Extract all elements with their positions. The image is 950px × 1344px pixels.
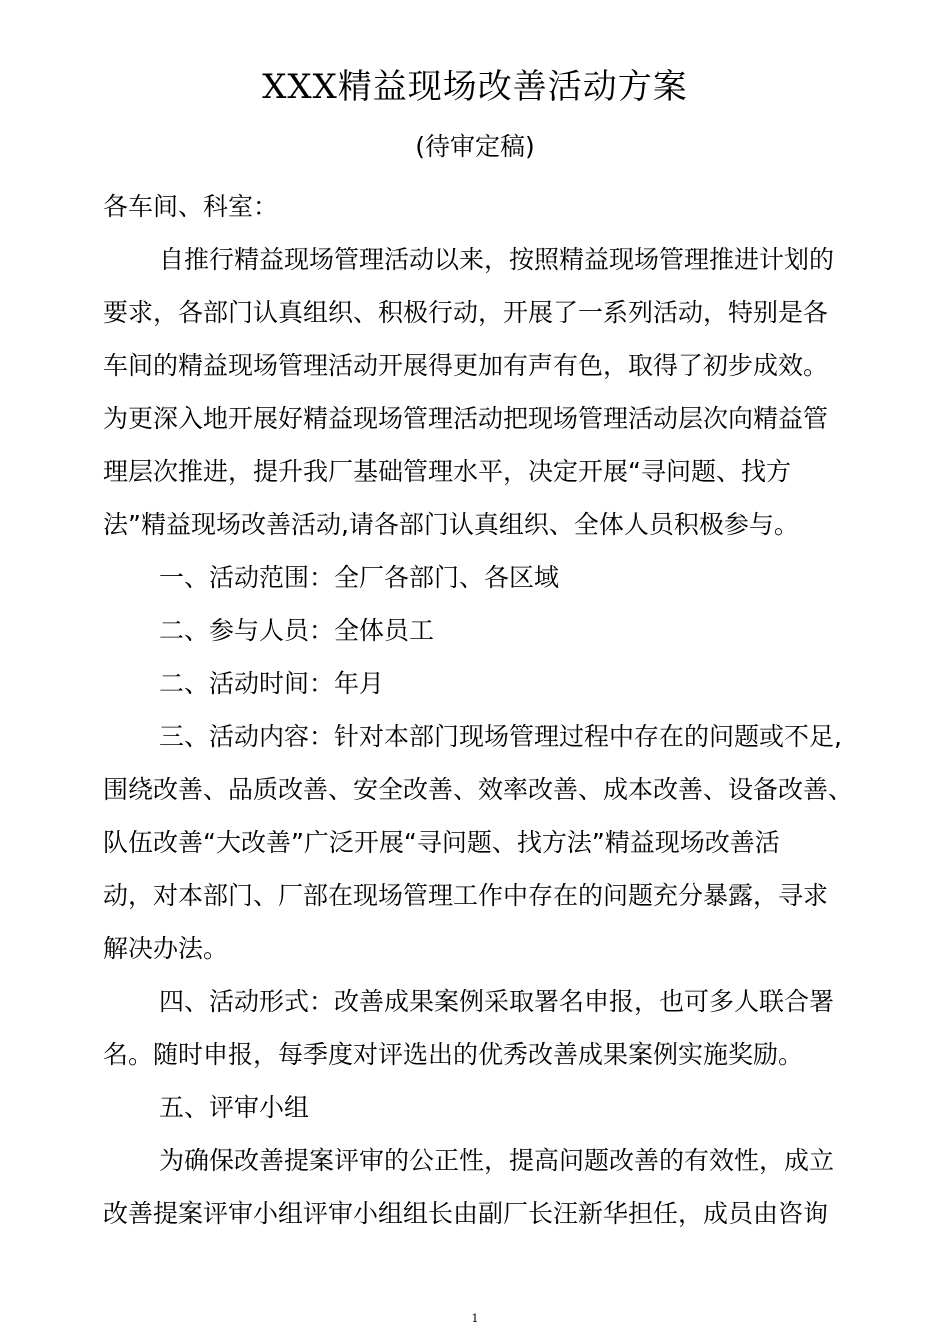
content-line: 围绕改善、品质改善、安全改善、效率改善、成本改善、设备改善、 bbox=[103, 775, 854, 804]
item-participants: 二、参与人员：全体员工 bbox=[159, 616, 435, 645]
review-line: 改善提案评审小组评审小组组长由副厂长汪新华担任，成员由咨询 bbox=[103, 1199, 829, 1228]
item-time: 二、活动时间：年月 bbox=[159, 669, 385, 698]
page-number: 1 bbox=[471, 1312, 479, 1325]
page-title: XXX精益现场改善活动方案 bbox=[262, 67, 688, 107]
page-subtitle: (待审定稿) bbox=[415, 132, 535, 161]
document-body bbox=[103, 180, 873, 1240]
intro-line: 车间的精益现场管理活动开展得更加有声有色，取得了初步成效。 bbox=[103, 351, 829, 380]
review-heading: 五、评审小组 bbox=[159, 1093, 310, 1122]
form-line: 四、活动形式：改善成果案例采取署名申报，也可多人联合署 bbox=[159, 987, 835, 1016]
intro-line: 要求，各部门认真组织、积极行动，开展了一系列活动，特别是各 bbox=[103, 298, 829, 327]
content-line: 三、活动内容：针对本部门现场管理过程中存在的问题或不足, bbox=[159, 722, 842, 751]
form-line: 名。随时申报，每季度对评选出的优秀改善成果案例实施奖励。 bbox=[103, 1040, 804, 1069]
intro-line: 自推行精益现场管理活动以来，按照精益现场管理推进计划的 bbox=[159, 245, 835, 274]
content-line: 队伍改善“大改善”广泛开展“寻问题、找方法”精益现场改善活 bbox=[103, 828, 780, 857]
intro-line: 法”精益现场改善活动,请各部门认真组织、全体人员积极参与。 bbox=[103, 510, 799, 539]
intro-line: 理层次推进，提升我厂基础管理水平，决定开展“寻问题、找方 bbox=[103, 457, 791, 486]
content-line: 解决办法。 bbox=[103, 934, 229, 963]
salutation: 各车间、科室： bbox=[103, 192, 279, 221]
content-line: 动，对本部门、厂部在现场管理工作中存在的问题充分暴露，寻求 bbox=[103, 881, 829, 910]
intro-line: 为更深入地开展好精益现场管理活动把现场管理活动层次向精益管 bbox=[103, 404, 829, 433]
item-scope: 一、活动范围：全厂各部门、各区域 bbox=[159, 563, 560, 592]
review-line: 为确保改善提案评审的公正性，提高问题改善的有效性，成立 bbox=[159, 1146, 835, 1175]
